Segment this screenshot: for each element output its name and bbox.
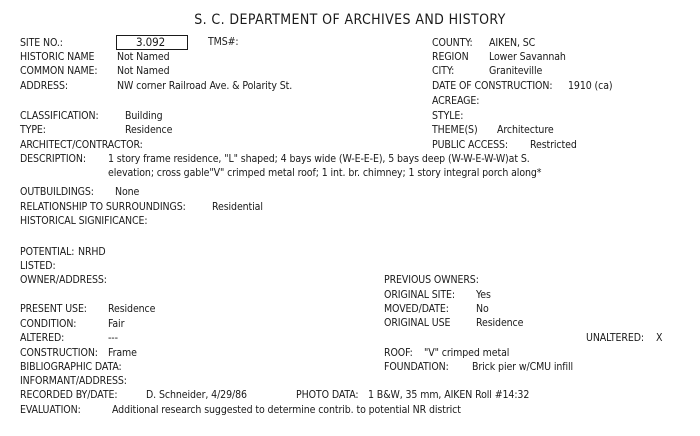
condition-value: Fair (108, 318, 125, 330)
region-label: REGION (432, 51, 469, 63)
photo-value: 1 B&W, 35 mm, AIKEN Roll #14:32 (368, 389, 530, 401)
common-name-value: Not Named (117, 65, 170, 77)
evaluation-label: EVALUATION: (20, 404, 81, 416)
site-no-value: 3.092 (136, 35, 166, 49)
altered-label: ALTERED: (20, 332, 65, 344)
themes-value: Architecture (497, 124, 554, 136)
original-use-value: Residence (476, 317, 524, 329)
bibliographic-label: BIBLIOGRAPHIC DATA: (20, 361, 122, 373)
date-label: DATE OF CONSTRUCTION: (432, 80, 553, 92)
roof-value: "V" crimped metal (424, 347, 510, 359)
significance-label: HISTORICAL SIGNIFICANCE: (20, 215, 148, 227)
recorded-value: D. Schneider, 4/29/86 (146, 389, 247, 401)
outbuildings-value: None (115, 186, 140, 198)
owner-label: OWNER/ADDRESS: (20, 274, 107, 286)
historic-name-label: HISTORIC NAME (20, 51, 95, 63)
site-no-label: SITE NO.: (20, 37, 63, 49)
common-name-label: COMMON NAME: (20, 65, 98, 77)
moved-value: No (476, 303, 489, 315)
potential-label: POTENTIAL: (20, 246, 75, 258)
unaltered-label: UNALTERED: (586, 332, 644, 344)
type-value: Residence (125, 124, 173, 136)
condition-label: CONDITION: (20, 318, 77, 330)
present-use-label: PRESENT USE: (20, 303, 87, 315)
previous-owners-label: PREVIOUS OWNERS: (384, 274, 479, 286)
relationship-label: RELATIONSHIP TO SURROUNDINGS: (20, 201, 186, 213)
evaluation-value: Additional research suggested to determine contrib. to potential NR district (112, 404, 461, 416)
construction-label: CONSTRUCTION: (20, 347, 98, 359)
architect-label: ARCHITECT/CONTRACTOR: (20, 139, 143, 151)
public-access-label: PUBLIC ACCESS: (432, 139, 508, 151)
listed-label: LISTED: (20, 260, 56, 272)
county-value: AIKEN, SC (489, 37, 536, 49)
acreage-label: ACREAGE: (432, 95, 480, 107)
county-label: COUNTY: (432, 37, 473, 49)
present-use-value: Residence (108, 303, 156, 315)
themes-label: THEME(S) (432, 124, 478, 136)
style-label: STYLE: (432, 110, 464, 122)
original-site-value: Yes (476, 289, 491, 301)
description-label: DESCRIPTION: (20, 153, 86, 165)
photo-label: PHOTO DATA: (296, 389, 359, 401)
roof-label: ROOF: (384, 347, 413, 359)
type-label: TYPE: (20, 124, 46, 136)
public-access-value: Restricted (530, 139, 577, 151)
relationship-value: Residential (212, 201, 263, 213)
classification-label: CLASSIFICATION: (20, 110, 99, 122)
address-label: ADDRESS: (20, 80, 68, 92)
region-value: Lower Savannah (489, 51, 566, 63)
city-label: CITY: (432, 65, 455, 77)
informant-label: INFORMANT/ADDRESS: (20, 375, 127, 387)
moved-label: MOVED/DATE: (384, 303, 449, 315)
foundation-label: FOUNDATION: (384, 361, 449, 373)
original-site-label: ORIGINAL SITE: (384, 289, 455, 301)
foundation-value: Brick pier w/CMU infill (472, 361, 574, 373)
construction-value: Frame (108, 347, 137, 359)
recorded-label: RECORDED BY/DATE: (20, 389, 118, 401)
city-value: Graniteville (489, 65, 543, 77)
historic-name-value: Not Named (117, 51, 170, 63)
address-value: NW corner Railroad Ave. & Polarity St. (117, 80, 293, 92)
unaltered-value: X (656, 332, 663, 344)
description-line-1: 1 story frame residence, "L" shaped; 4 bays wide (W-E-E-E), 5 bays deep (W-W-E-W-W)at S. (108, 153, 530, 165)
original-use-label: ORIGINAL USE (384, 317, 451, 329)
page-title: S. C. DEPARTMENT OF ARCHIVES AND HISTORY (194, 12, 506, 28)
outbuildings-label: OUTBUILDINGS: (20, 186, 94, 198)
potential-value: NRHD (78, 246, 106, 258)
description-line-2: elevation; cross gable"V" crimped metal roof; 1 int. br. chimney; 1 story integral porch along* (108, 167, 542, 179)
classification-value: Building (125, 110, 163, 122)
tms-label: TMS#: (208, 36, 239, 48)
date-value: 1910 (ca) (568, 80, 613, 92)
altered-value: --- (108, 332, 118, 344)
